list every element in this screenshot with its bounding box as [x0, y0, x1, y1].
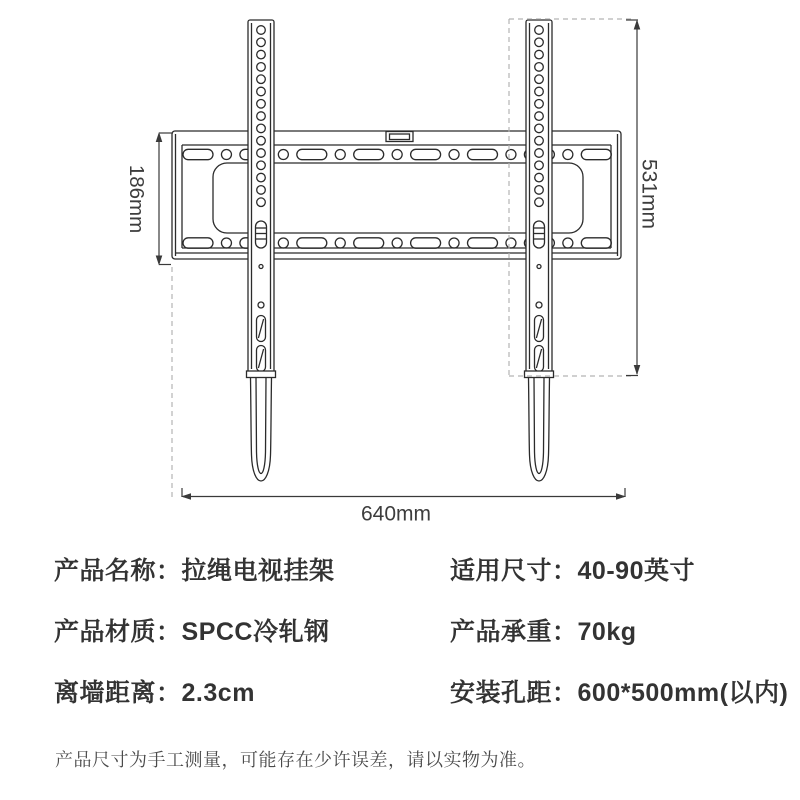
wall-plate	[172, 131, 621, 259]
spec-value: SPCC冷轧钢	[181, 618, 330, 646]
dim-label-total-height: 531mm	[637, 158, 661, 230]
spec-label: 产品材质	[54, 618, 157, 646]
spec-material	[54, 618, 330, 646]
spec-value: 40-90英寸	[577, 557, 695, 585]
spec-wall-distance	[54, 679, 255, 707]
spec-hole-pattern	[450, 679, 788, 707]
dimension-annotations	[125, 19, 661, 525]
spec-colon: ：	[156, 557, 182, 585]
spec-fit-size	[450, 557, 695, 585]
dim-label-width: 640mm	[360, 502, 432, 526]
spec-colon: ：	[156, 618, 182, 646]
spec-value: 2.3cm	[181, 679, 255, 707]
spec-label: 离墙距离	[54, 679, 157, 707]
pull-straps	[251, 378, 550, 481]
spec-value: 70kg	[577, 618, 637, 646]
spec-colon: ：	[156, 679, 182, 707]
spec-load-capacity	[450, 618, 637, 646]
spec-value: 600*500mm(以内)	[577, 679, 789, 707]
spec-colon: ：	[552, 557, 578, 585]
spec-label: 产品名称	[54, 557, 157, 585]
spec-colon: ：	[552, 618, 578, 646]
measurement-disclaimer: 产品尺寸为手工测量，可能存在少许误差，请以实物为准。	[55, 750, 536, 770]
spec-label: 适用尺寸	[450, 557, 553, 585]
spec-label: 安装孔距	[450, 679, 553, 707]
spec-value: 拉绳电视挂架	[181, 557, 335, 585]
dim-label-plate-height: 186mm	[124, 164, 148, 234]
spec-label: 产品承重	[450, 618, 553, 646]
spec-product-name	[54, 557, 335, 585]
spec-colon: ：	[552, 679, 578, 707]
